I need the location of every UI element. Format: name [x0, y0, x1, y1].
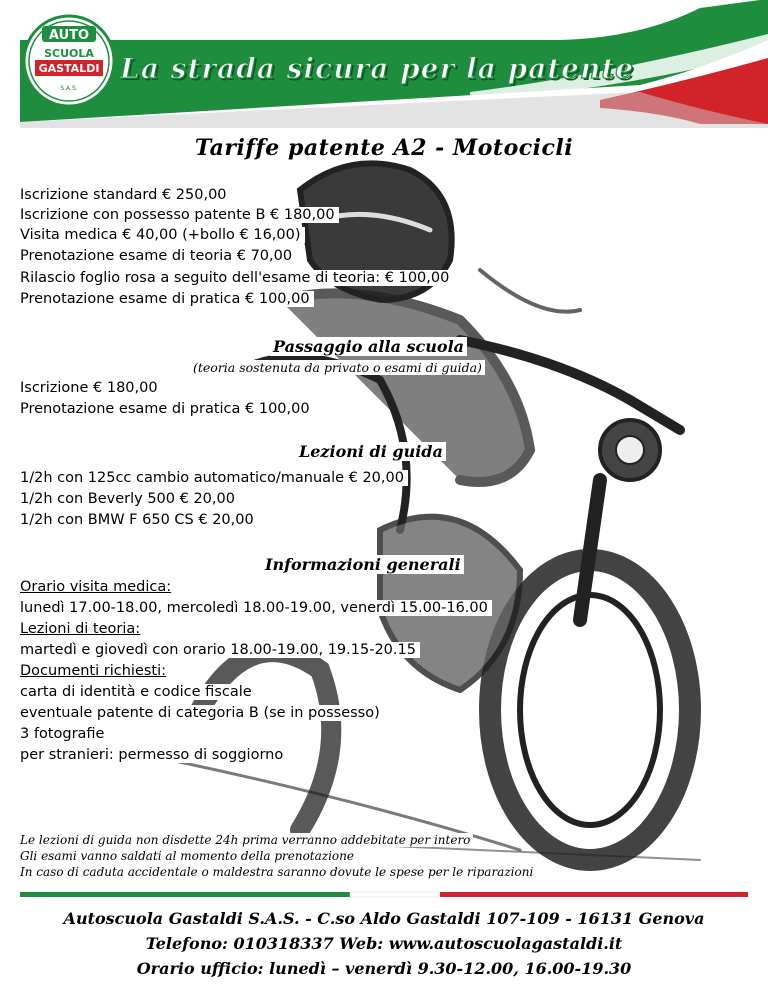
documento-item: per stranieri: permesso di soggiorno: [20, 746, 287, 765]
visita-text: lunedì 17.00-18.00, mercoledì 18.00-19.00, venerdì 15.00-16.00: [20, 599, 492, 618]
logo-auto-text: AUTO: [48, 28, 90, 43]
documento-item: eventuale patente di categoria B (se in possesso): [20, 704, 384, 723]
info-heading: Informazioni generali: [262, 555, 464, 574]
lezione-item: 1/2h con 125cc cambio automatico/manuale € 20,00: [20, 469, 408, 488]
note-line: Le lezioni di guida non disdette 24h prima verranno addebitate per intero: [20, 832, 536, 848]
slogan: La strada sicura per la patente: [120, 52, 635, 85]
passaggio-subheading: (teoria sostenuta da privato o esami di guida): [190, 360, 485, 375]
tariffa-item: Iscrizione standard € 250,00: [20, 186, 231, 205]
page-title: Tariffe patente A2 - Motocicli: [194, 135, 574, 161]
lezione-item: 1/2h con Beverly 500 € 20,00: [20, 490, 239, 509]
lezione-item: 1/2h con BMW F 650 CS € 20,00: [20, 511, 258, 530]
logo-sas-text: S.A.S.: [60, 85, 78, 92]
autoscuola-logo: [22, 14, 116, 108]
tariffa-item: Prenotazione esame di teoria € 70,00: [20, 247, 296, 266]
logo-scuola-text: SCUOLA: [44, 47, 94, 60]
note-line: Gli esami vanno saldati al momento della prenotazione: [20, 848, 536, 864]
teoria-text: martedì e giovedì con orario 18.00-19.00, 19.15-20.15: [20, 641, 420, 660]
tariffa-item: Visita medica € 40,00 (+bollo € 16,00): [20, 226, 305, 245]
logo-gastaldi-text: GASTALDI: [38, 62, 100, 75]
notes-block: [20, 832, 536, 880]
note-line: In caso di caduta accidentale o maldestra saranno dovute le spese per le riparazioni: [20, 864, 536, 880]
tariffa-item: Rilascio foglio rosa a seguito dell'esame di teoria: € 100,00: [20, 269, 453, 288]
teoria-label: Lezioni di teoria:: [20, 620, 144, 639]
visita-label: Orario visita medica:: [20, 578, 175, 597]
footer-tricolor-band: [0, 888, 768, 900]
documento-item: carta di identità e codice fiscale: [20, 683, 256, 702]
tariffa-item: Prenotazione esame di pratica € 100,00: [20, 290, 314, 309]
documenti-label: Documenti richiesti:: [20, 662, 170, 681]
footer-office-hours: Orario ufficio: lunedì – venerdì 9.30-12.00, 16.00-19.30: [136, 959, 632, 978]
footer: [0, 906, 768, 981]
documento-item: 3 fotografie: [20, 725, 108, 744]
passaggio-heading: Passaggio alla scuola: [270, 337, 467, 356]
tariffa-item: Iscrizione con possesso patente B € 180,00: [20, 206, 339, 225]
header-banner: [0, 0, 768, 135]
lezioni-heading: Lezioni di guida: [296, 442, 446, 461]
footer-contacts: Telefono: 010318337 Web: www.autoscuolagastaldi.it: [145, 934, 623, 953]
passaggio-item: Iscrizione € 180,00: [20, 379, 162, 398]
footer-address: Autoscuola Gastaldi S.A.S. - C.so Aldo Gastaldi 107-109 - 16131 Genova: [63, 909, 705, 928]
passaggio-item: Prenotazione esame di pratica € 100,00: [20, 400, 314, 419]
